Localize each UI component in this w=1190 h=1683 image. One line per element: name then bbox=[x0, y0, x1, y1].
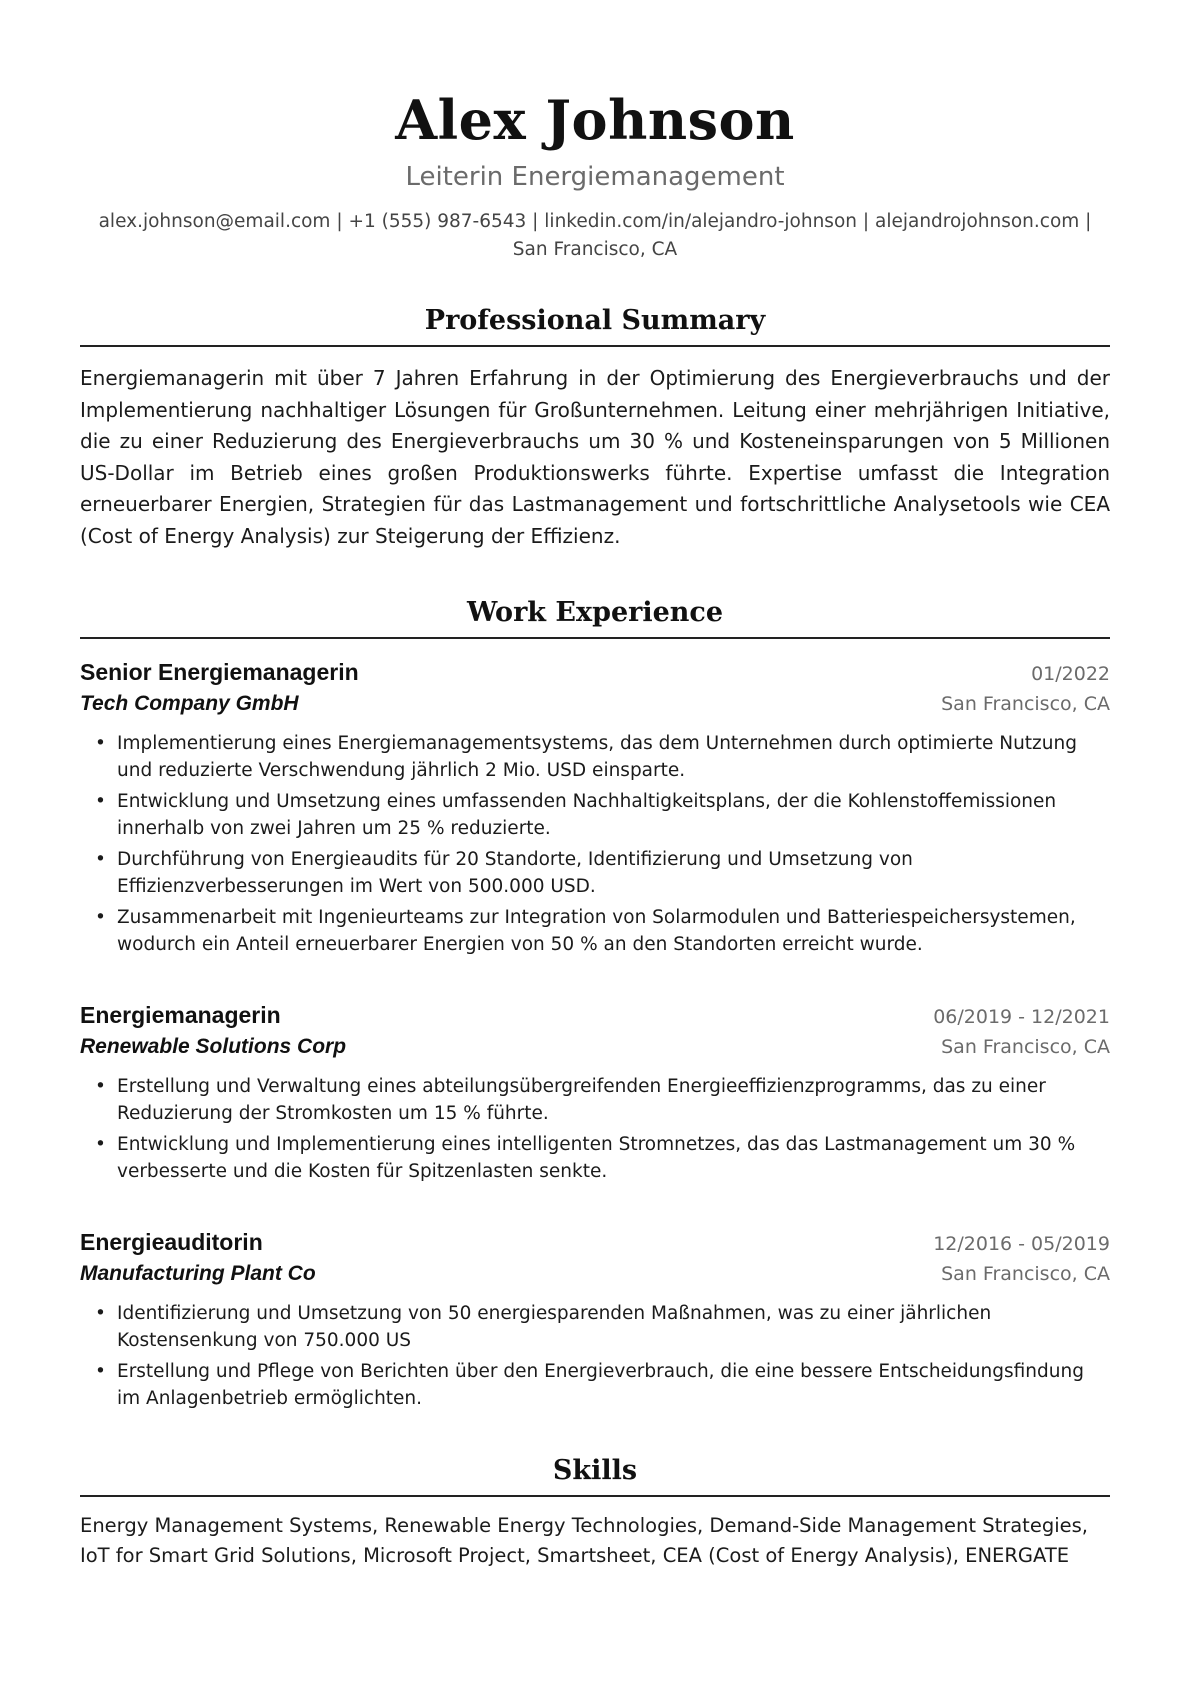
section-heading-work-experience: Work Experience bbox=[80, 596, 1110, 639]
job-company: Renewable Solutions Corp bbox=[80, 1035, 347, 1058]
job-company: Manufacturing Plant Co bbox=[80, 1262, 316, 1285]
summary-text: Energiemanagerin mit über 7 Jahren Erfahrung in der Optimierung des Energieverbrauchs und der Implementierung nachhaltiger Lösungen für Großunternehmen. Leitung einer mehrjährigen Initiative, die zu einer Reduzierung des Energieverbrauchs um 30 % und Kosteneinsparungen von 5 Millionen US-Dollar im Betrieb eines großen Produktionswerks führte. Expertise umfasst die Integration erneuerbarer Energien, Strategien für das Lastmanagement und fortschrittliche Analysetools wie CEA (Cost of Energy Analysis) zur Steigerung der Effizienz. bbox=[80, 366, 1110, 548]
resume-header bbox=[80, 0, 1110, 264]
job-company-row bbox=[80, 1032, 1110, 1062]
job-header-row bbox=[80, 1000, 1110, 1032]
job-entry bbox=[80, 1000, 1110, 1185]
bullet-item: • Entwicklung und Umsetzung eines umfassenden Nachhaltigkeitsplans, der die Kohlenstoffemissionen innerhalb von zwei Jahren um 25 % reduzierte. bbox=[117, 789, 1110, 842]
contact-line: alex.johnson@email.com | +1 (555) 987-6543 | linkedin.com/in/alejandro-johnson | alejandrojohnson.com | San Francisco, CA bbox=[98, 211, 1092, 260]
skills-text: Energy Management Systems, Renewable Energy Technologies, Demand-Side Management Strategies, IoT for Smart Grid Solutions, Microsoft Project, Smartsheet, CEA (Cost of Energy Analysis), ENERGATE bbox=[80, 1514, 1088, 1567]
job-entry bbox=[80, 657, 1110, 958]
job-date: 01/2022 bbox=[1031, 663, 1110, 685]
job-entry bbox=[80, 1227, 1110, 1412]
bullet-item: • Durchführung von Energieaudits für 20 Standorte, Identifizierung und Umsetzung von Effizienzverbesserungen im Wert von 500.000 USD. bbox=[117, 847, 1110, 900]
bullet-item: • Implementierung eines Energiemanagementsystems, das dem Unternehmen durch optimierte Nutzung und reduzierte Verschwendung jährlich 2 Mio. USD einsparte. bbox=[117, 731, 1110, 784]
job-company-row bbox=[80, 689, 1110, 719]
job-title: Energiemanagerin bbox=[80, 1002, 281, 1028]
bullet-item: • Erstellung und Verwaltung eines abteilungsübergreifenden Energieeffizienzprogramms, das zu einer Reduzierung der Stromkosten um 15 % führte. bbox=[117, 1074, 1110, 1127]
job-title: Energieauditorin bbox=[80, 1229, 263, 1255]
section-heading-skills: Skills bbox=[80, 1454, 1110, 1497]
work-experience-section bbox=[80, 596, 1110, 1412]
job-date: 06/2019 - 12/2021 bbox=[933, 1006, 1110, 1028]
job-header-row bbox=[80, 657, 1110, 689]
professional-summary-section bbox=[80, 304, 1110, 552]
job-header-row bbox=[80, 1227, 1110, 1259]
job-bullets bbox=[80, 731, 1110, 958]
job-title: Senior Energiemanagerin bbox=[80, 659, 359, 685]
job-company: Tech Company GmbH bbox=[80, 692, 299, 715]
job-date: 12/2016 - 05/2019 bbox=[933, 1233, 1110, 1255]
job-bullets bbox=[80, 1301, 1110, 1412]
bullet-item: • Identifizierung und Umsetzung von 50 energiesparenden Maßnahmen, was zu einer jährlichen Kostensenkung von 750.000 US bbox=[117, 1301, 1110, 1354]
job-location: San Francisco, CA bbox=[941, 1036, 1110, 1058]
bullet-item: • Erstellung und Pflege von Berichten über den Energieverbrauch, die eine bessere Entscheidungsfindung im Anlagenbetrieb ermöglichten. bbox=[117, 1359, 1110, 1412]
job-location: San Francisco, CA bbox=[941, 693, 1110, 715]
job-location: San Francisco, CA bbox=[941, 1263, 1110, 1285]
candidate-name: Alex Johnson bbox=[395, 88, 795, 152]
job-bullets bbox=[80, 1074, 1110, 1185]
section-heading-summary: Professional Summary bbox=[80, 304, 1110, 347]
bullet-item: • Zusammenarbeit mit Ingenieurteams zur Integration von Solarmodulen und Batteriespeichersystemen, wodurch ein Anteil erneuerbarer Energien von 50 % an den Standorten erreicht wurde. bbox=[117, 905, 1110, 958]
bullet-item: • Entwicklung und Implementierung eines intelligenten Stromnetzes, das das Lastmanagement um 30 % verbesserte und die Kosten für Spitzenlasten senkte. bbox=[117, 1132, 1110, 1185]
candidate-title: Leiterin Energiemanagement bbox=[405, 162, 785, 192]
job-company-row bbox=[80, 1259, 1110, 1289]
skills-section bbox=[80, 1454, 1110, 1570]
